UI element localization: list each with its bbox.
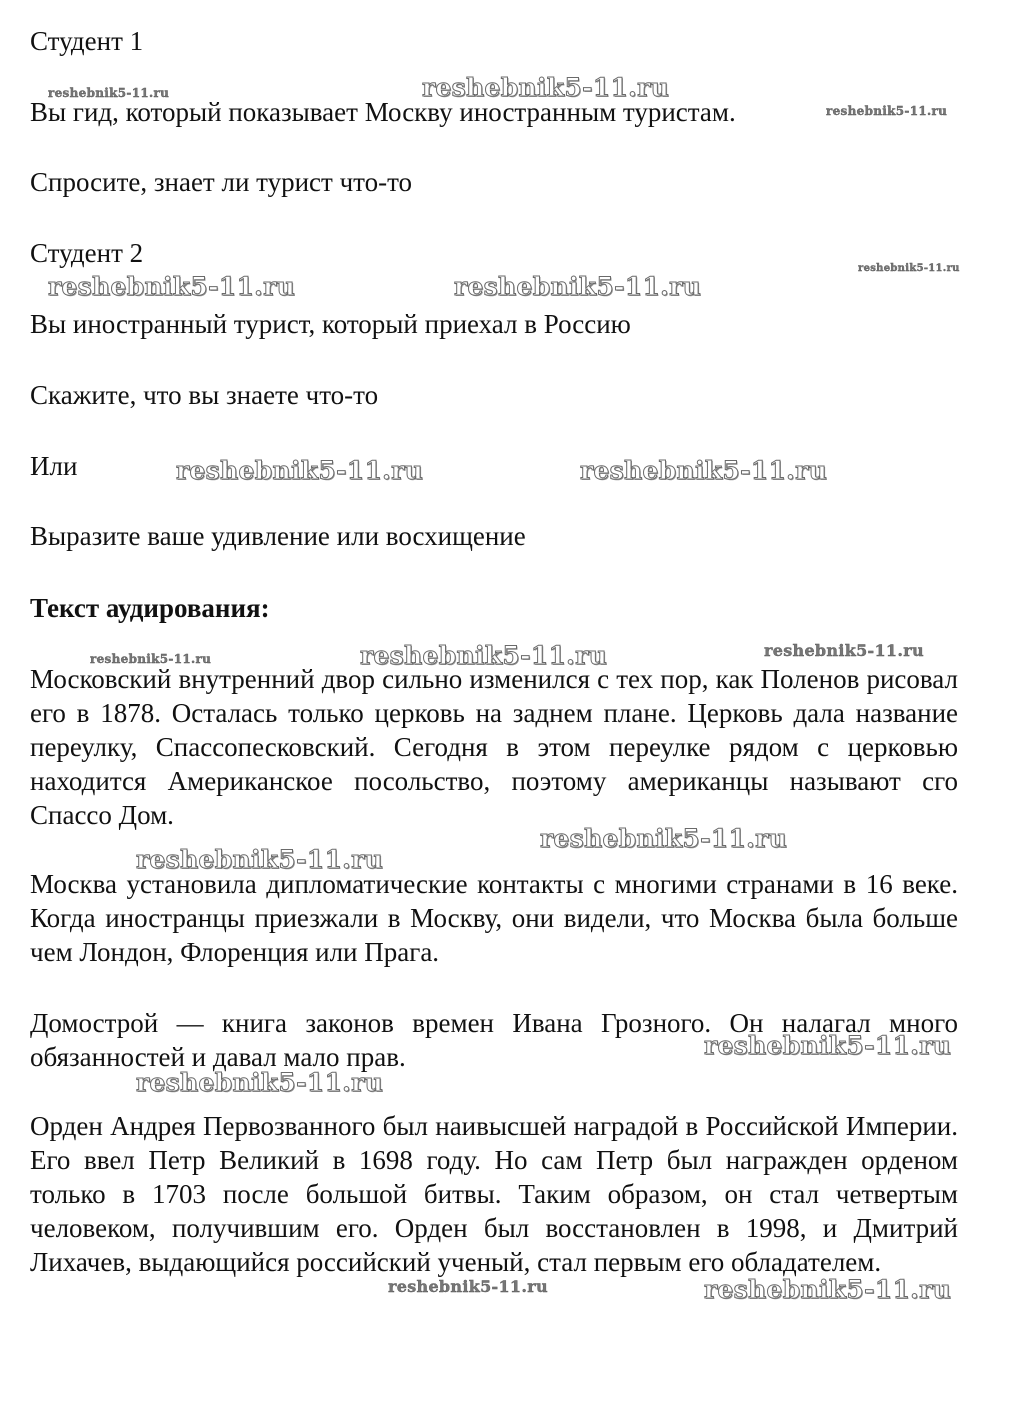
watermark: reshebnik5-11.ru: [388, 1277, 548, 1296]
watermark: reshebnik5-11.ru: [48, 272, 296, 301]
student2-task: Скажите, что вы знаете что-то: [30, 380, 379, 410]
listening-paragraph-3: Домострой — книга законов времен Ивана Грозного. Он налагал много обязанностей и давал мало прав.: [30, 1008, 958, 1072]
watermark: reshebnik5-11.ru: [858, 263, 960, 274]
watermark: reshebnik5-11.ru: [540, 824, 788, 853]
watermark: reshebnik5-11.ru: [136, 845, 384, 874]
student1-task: Спросите, знает ли турист что-то: [30, 167, 413, 197]
student2-or: Или: [30, 451, 78, 481]
watermark: reshebnik5-11.ru: [454, 272, 702, 301]
listening-paragraph-2: Москва установила дипломатические контакты с многими странами в 16 веке. Когда иностранцы приезжали в Москву, они видели, что Москва была больше чем Лондон, Флоренция или Прага.: [30, 869, 958, 967]
student2-heading: Студент 2: [30, 238, 144, 268]
watermark: reshebnik5-11.ru: [764, 641, 924, 660]
watermark: reshebnik5-11.ru: [826, 104, 948, 118]
watermark: reshebnik5-11.ru: [704, 1275, 952, 1304]
watermark: reshebnik5-11.ru: [422, 73, 670, 102]
student1-heading: Студент 1: [30, 26, 144, 56]
watermark: reshebnik5-11.ru: [360, 641, 608, 670]
student2-task-alt: Выразите ваше удивление или восхищение: [30, 521, 526, 551]
watermark: reshebnik5-11.ru: [176, 456, 424, 485]
student1-role: Вы гид, который показывает Москву иностранным туристам.: [30, 97, 736, 127]
listening-paragraph-1: Московский внутренний двор сильно изменился с тех пор, как Поленов рисовал его в 1878. Осталась только церковь на заднем плане. Церковь дала название переулку, Спассопесковский. Сегодня в этом переулке рядом с церковью находится Американское посольство, поэтому американцы называют сго Спассо Дом.: [30, 664, 958, 830]
watermark: reshebnik5-11.ru: [580, 456, 828, 485]
watermark: reshebnik5-11.ru: [136, 1068, 384, 1097]
watermark: reshebnik5-11.ru: [704, 1031, 952, 1060]
watermark: reshebnik5-11.ru: [48, 86, 170, 100]
student2-role: Вы иностранный турист, который приехал в Россию: [30, 309, 631, 339]
listening-heading: Текст аудирования:: [30, 593, 270, 623]
listening-paragraph-4: Орден Андрея Первозванного был наивысшей наградой в Российской Империи. Его ввел Петр Великий в 1698 году. Но сам Петр был награжден орденом только в 1703 после большой битвы. Таким образом, он стал четвертым человеком, получившим его. Орден был восстановлен в 1998, и Дмитрий Лихачев, выдающийся российский ученый, стал первым его обладателем.: [30, 1111, 958, 1277]
watermark: reshebnik5-11.ru: [90, 652, 212, 666]
